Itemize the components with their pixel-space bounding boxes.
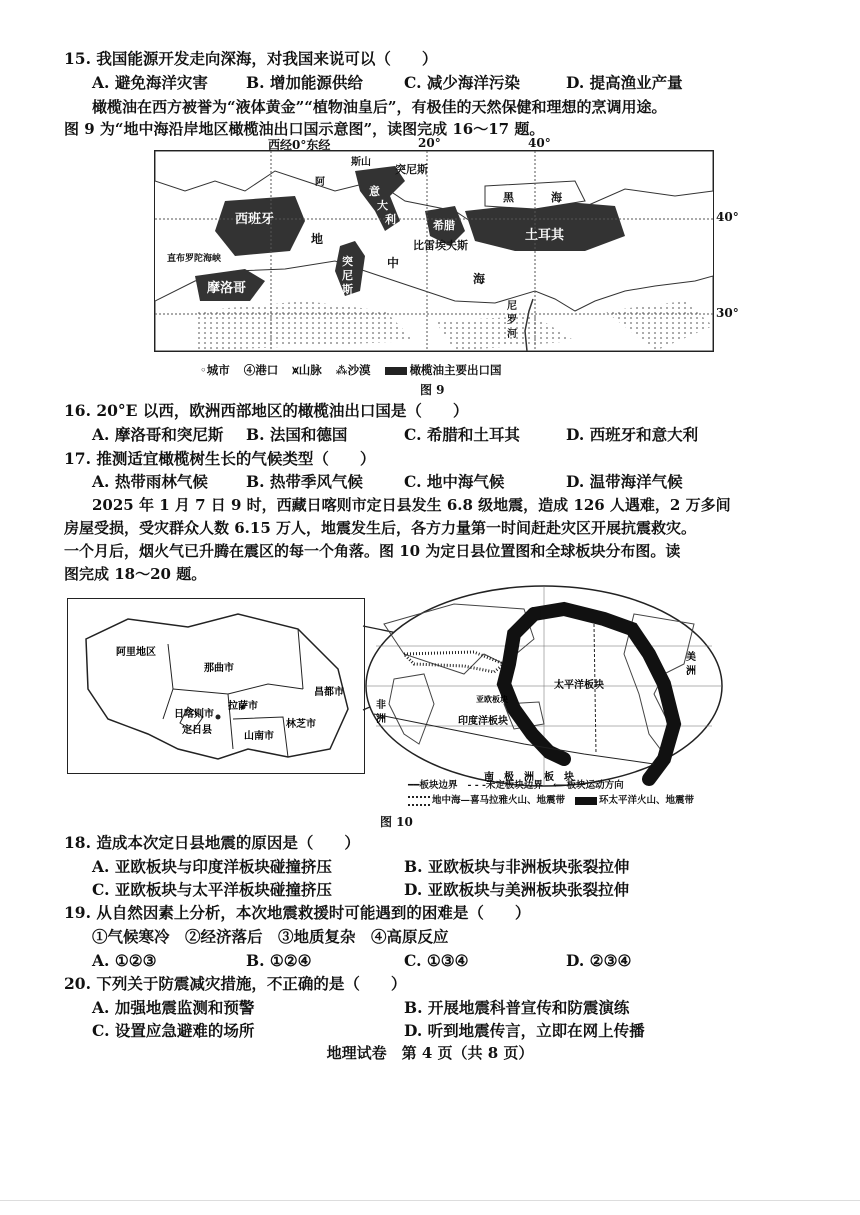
hatched-swatch-icon (408, 796, 430, 806)
black-swatch-icon (575, 797, 597, 805)
label-turkey: 土耳其 (525, 228, 565, 243)
q19-stem: 19. 从自然因素上分析，本次地震救援时可能遇到的困难是（ ） (64, 903, 531, 922)
label-tunisia-b: 尼 (342, 269, 353, 282)
q16-option-a: A. 摩洛哥和突尼斯 (92, 425, 224, 444)
q20-option-b: B. 开展地震科普宣传和防震演练 (404, 998, 630, 1017)
label-shigatse: 日喀则市 (174, 709, 214, 720)
label-lhasa: 拉萨市 (228, 701, 258, 712)
label-naqu: 那曲市 (204, 663, 234, 674)
q17-option-c: C. 地中海气候 (404, 472, 505, 491)
label-black-sea-a: 黑 (503, 191, 514, 204)
legend-boundary: ━━板块边界 (408, 780, 458, 791)
label-shannan: 山南市 (244, 731, 274, 742)
q20-option-d: D. 听到地震传言，立即在网上传播 (404, 1021, 645, 1040)
q18-stem: 18. 造成本次定日县地震的原因是（ ） (64, 833, 360, 852)
legend-pacific-belt: 环太平洋火山、地震带 (575, 792, 694, 806)
q20-stem: 20. 下列关于防震减灾措施，不正确的是（ ） (64, 974, 407, 993)
q16-option-c: C. 希腊和土耳其 (404, 425, 520, 444)
label-america-a: 美 (686, 652, 696, 663)
q18-option-d: D. 亚欧板块与美洲板块张裂拉伸 (404, 880, 630, 899)
q19-items: ①气候寒冷 ②经济落后 ③地质复杂 ④高原反应 (92, 927, 449, 946)
q20-option-a: A. 加强地震监测和预警 (92, 998, 255, 1017)
label-italy-a: 意 (369, 185, 380, 198)
label-nile-b: 罗 (507, 315, 517, 326)
q18-option-a: A. 亚欧板块与印度洋板块碰撞挤压 (92, 857, 332, 876)
q16-option-d: D. 西班牙和意大利 (566, 425, 699, 444)
q16-stem: 16. 20°E 以西，欧洲西部地区的橄榄油出口国是（ ） (64, 401, 469, 420)
q18-option-c: C. 亚欧板块与太平洋板块碰撞挤压 (92, 880, 332, 899)
fig10-legend-row2 (408, 792, 694, 806)
q19-option-c: C. ①③④ (404, 951, 469, 970)
q19-option-b: B. ①②④ (246, 951, 312, 970)
label-med-c: 海 (473, 272, 486, 286)
label-med-b: 中 (387, 256, 400, 270)
label-med-a: 地 (311, 232, 324, 246)
port-icon: ④ (243, 363, 256, 377)
fig9-lon40-label: 40° (528, 136, 551, 150)
fig10-legend-row1 (408, 777, 624, 791)
label-eurasian-plate: 亚欧板块 (476, 695, 508, 704)
mountain-icon: ⩙ (292, 363, 299, 377)
intro18-line2: 房屋受损，受灾群众人数 6.15 万人，地震发生后，各方力量第一时间赶赴灾区开展抗震救灾。 (64, 519, 696, 537)
page-footer: 地理试卷 第 4 页（共 8 页） (326, 1044, 534, 1062)
intro18-line1: 2025 年 1 月 7 日 9 时，西藏日喀则市定日县发生 6.8 级地震，造成 126 人遇难，2 万多间 (92, 496, 731, 514)
label-morocco: 摩洛哥 (207, 281, 247, 296)
legend-port: ④港口 (243, 363, 279, 377)
label-america-b: 洲 (686, 666, 696, 677)
legend-undefined-boundary: - - -未定板块边界 (467, 780, 543, 791)
fig9-lat40-label: 40° (716, 210, 739, 224)
q15-stem: 15. 我国能源开发走向深海，对我国来说可以（ ） (64, 49, 438, 68)
fig9-caption: 图 9 (420, 383, 445, 397)
label-piraeus: 比雷埃夫斯 (413, 239, 468, 252)
intro16-line1: 橄榄油在西方被誉为“液体黄金”“植物油皇后”，有极佳的天然保健和理想的烹调用途。 (92, 98, 667, 116)
legend-motion: ⟵板块运动方向 (552, 780, 624, 791)
q15-option-d: D. 提高渔业产量 (566, 73, 683, 92)
label-nile-c: 河 (507, 329, 517, 340)
label-antarctic-plate: 南 极 洲 板 块 (484, 772, 574, 783)
label-alps-a: 阿 (315, 177, 325, 188)
legend-mountain: ⩙山脉 (292, 363, 322, 377)
fig9-lon-label: 西经0°东经 (268, 138, 331, 152)
q19-option-d: D. ②③④ (566, 951, 632, 970)
label-alps: 斯山 (351, 157, 371, 168)
label-tunisia-top: 突尼斯 (395, 163, 428, 176)
label-dingri: 定日县 (182, 725, 212, 736)
label-tunisia-c: 斯 (342, 283, 353, 296)
label-nyingchi: 林芝市 (286, 719, 316, 730)
fig10-caption: 图 10 (380, 815, 413, 829)
legend-himalaya-belt: 地中海—喜马拉雅火山、地震带 (408, 792, 565, 806)
dashed-line-icon: - - - (467, 780, 486, 791)
label-africa-b: 洲 (376, 714, 386, 725)
label-greece: 希腊 (433, 219, 455, 232)
boundary-line-icon: ━━ (408, 780, 420, 791)
q20-option-c: C. 设置应急避难的场所 (92, 1021, 255, 1040)
fig9-lat30-label: 30° (716, 306, 739, 320)
legend-desert: ⁂沙漠 (335, 363, 371, 377)
q17-option-b: B. 热带季风气候 (246, 472, 363, 491)
label-indian-plate: 印度洋板块 (458, 716, 508, 727)
q17-option-d: D. 温带海洋气候 (566, 472, 683, 491)
label-pacific-plate: 太平洋板块 (554, 680, 604, 691)
label-spain: 西班牙 (235, 212, 275, 227)
figure10-world-map (364, 584, 724, 788)
bottom-divider (0, 1200, 860, 1201)
legend-exporter: 橄榄油主要出口国 (385, 362, 502, 378)
arrow-icon: ⟵ (552, 780, 567, 791)
q16-option-b: B. 法国和德国 (246, 425, 348, 444)
q19-option-a: A. ①②③ (92, 951, 157, 970)
label-changdu: 昌都市 (314, 687, 344, 698)
intro18-line4: 图完成 18～20 题。 (64, 565, 207, 583)
label-italy-c: 利 (385, 213, 396, 226)
label-gibraltar: 直布罗陀海峡 (167, 254, 222, 264)
intro18-line3: 一个月后，烟火气已升腾在震区的每一个角落。图 10 为定日县位置图和全球板块分布图。读 (64, 542, 681, 560)
q18-option-b: B. 亚欧板块与非洲板块张裂拉伸 (404, 857, 630, 876)
legend-city: ◦城市 (200, 363, 230, 377)
fig9-lon20-label: 20° (418, 136, 441, 150)
label-africa-a: 非 (376, 700, 386, 711)
q17-option-a: A. 热带雨林气候 (92, 472, 208, 491)
world-plates-svg (364, 584, 724, 788)
city-icon: ◦ (200, 363, 207, 377)
q17-stem: 17. 推测适宜橄榄树生长的气候类型（ ） (64, 449, 376, 468)
label-black-sea-b: 海 (551, 191, 562, 204)
intro16-line2: 图 9 为“地中海沿岸地区橄榄油出口国示意图”，读图完成 16～17 题。 (64, 120, 545, 138)
q15-option-c: C. 减少海洋污染 (404, 73, 520, 92)
label-ali: 阿里地区 (116, 647, 156, 658)
label-nile-a: 尼 (507, 301, 517, 312)
label-tunisia-a: 突 (342, 255, 353, 268)
q15-option-a: A. 避免海洋灾害 (92, 73, 208, 92)
desert-icon: ⁂ (335, 363, 348, 377)
q15-option-b: B. 增加能源供给 (246, 73, 363, 92)
label-italy-b: 大 (377, 199, 388, 212)
